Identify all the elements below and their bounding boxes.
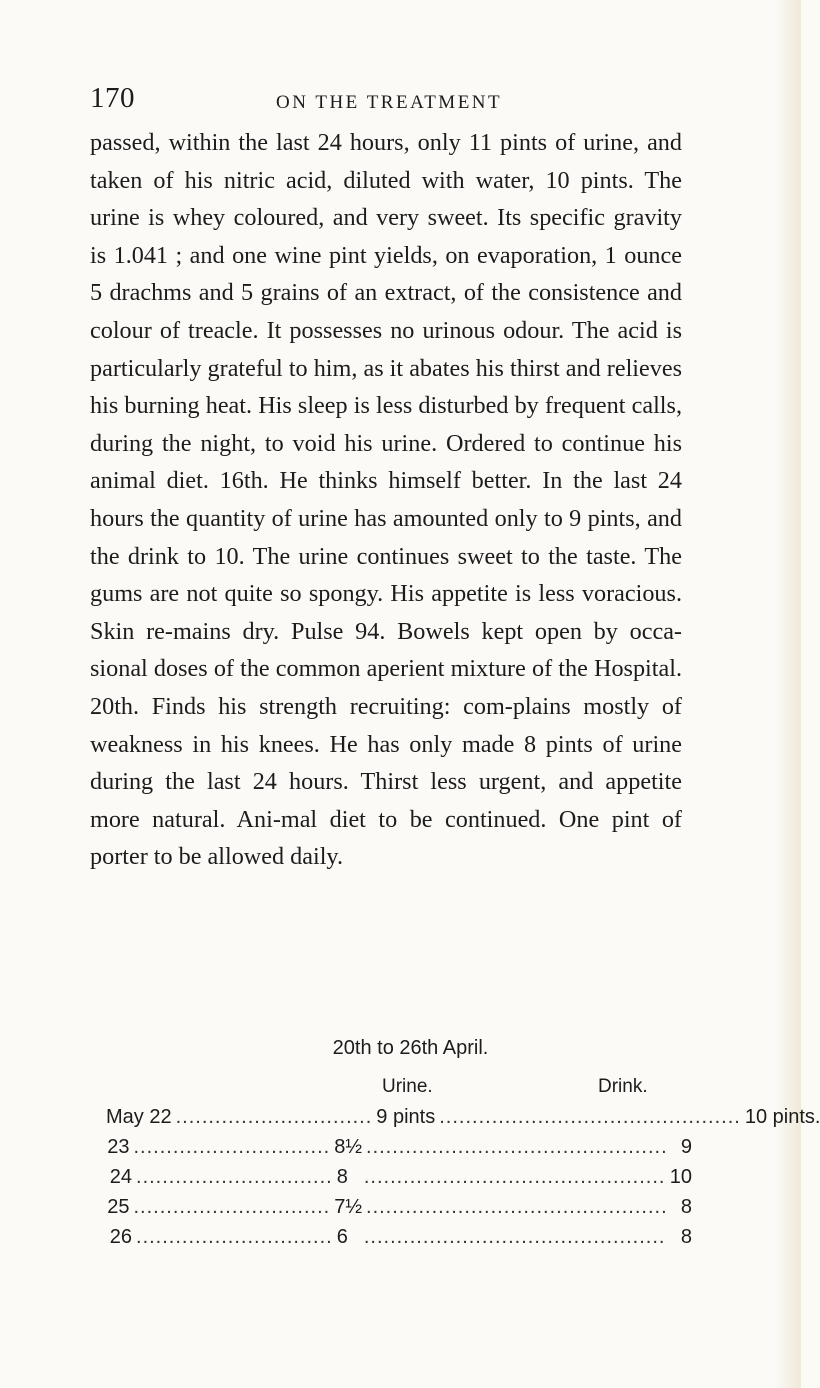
- column-header-drink: Drink.: [598, 1076, 648, 1097]
- row-drink: 10: [669, 1166, 692, 1188]
- row-urine: 8½: [334, 1136, 363, 1158]
- table-row: [106, 1106, 820, 1136]
- table-row: [106, 1196, 692, 1226]
- row-drink: 8: [680, 1196, 692, 1218]
- row-drink: 8: [680, 1226, 692, 1248]
- table-caption-text: 20th to 26th April.: [332, 1037, 489, 1059]
- page-edge-shadow: [775, 0, 801, 1388]
- body-text: [90, 124, 682, 876]
- row-date: 26: [109, 1226, 133, 1248]
- row-urine: 9 pints: [376, 1106, 436, 1128]
- table-row: [106, 1226, 692, 1256]
- row-date: 25: [107, 1196, 130, 1218]
- row-date: May 22: [106, 1106, 172, 1128]
- row-date: 23: [107, 1136, 130, 1158]
- table-row: [106, 1136, 692, 1166]
- row-urine: 7½: [334, 1196, 363, 1218]
- row-drink: 9: [680, 1136, 692, 1158]
- leader-dots: ..............................................: [363, 1226, 666, 1248]
- row-date: 24: [109, 1166, 133, 1188]
- body-paragraph: passed, within the last 24 hours, only 11 pints of urine, and taken of his nitric acid, diluted with water, 10 pints. The urine is whey coloured, and very sweet. Its specific gravity is 1.041 ; and one wine pint yields, on evaporation, 1 ounce 5 drachms and 5 grains of an extract, of the consistence and colour of treacle. It possesses no urinous odour. The acid is particularly grateful to him, as it abates his thirst and relieves his burning heat. His sleep is less disturbed by frequent calls, during the night, to void his urine. Ordered to continue his animal diet. 16th. He thinks himself better. In the last 24 hours the quantity of urine has amounted only to 9 pints, and the drink to 10. The urine continues sweet to the taste. The gums are not quite so spongy. His appetite is less voracious. Skin re-mains dry. Pulse 94. Bowels kept open by occa-sional doses of the common aperient mixture of the Hospital. 20th. Finds his strength recruiting: com-plains mostly of weakness in his knees. He has only made 8 pints of urine during the last 24 hours. Thirst less urgent, and appetite more natural. Ani-mal diet to be continued. One pint of porter to be allowed daily.: [90, 129, 682, 871]
- leader-dots: ..............................................: [366, 1196, 668, 1218]
- leader-dots: ..............................................: [363, 1166, 666, 1188]
- leader-dots: ..............................................: [439, 1106, 741, 1128]
- table-row: [106, 1166, 692, 1196]
- row-urine: 8: [336, 1166, 348, 1188]
- leader-dots: ..............................: [136, 1226, 333, 1248]
- running-title: ON THE TREATMENT: [276, 92, 503, 113]
- leader-dots: ..............................................: [366, 1136, 668, 1158]
- leader-dots: ..............................: [175, 1106, 373, 1128]
- table-caption: [0, 1037, 801, 1060]
- leader-dots: ..............................: [136, 1166, 333, 1188]
- leader-dots: ..............................: [133, 1136, 331, 1158]
- row-urine: 6: [336, 1226, 348, 1248]
- page-number: 170: [90, 82, 135, 114]
- column-header-urine: Urine.: [382, 1076, 433, 1097]
- leader-dots: ..............................: [133, 1196, 331, 1218]
- row-drink: 10 pints.: [744, 1106, 820, 1128]
